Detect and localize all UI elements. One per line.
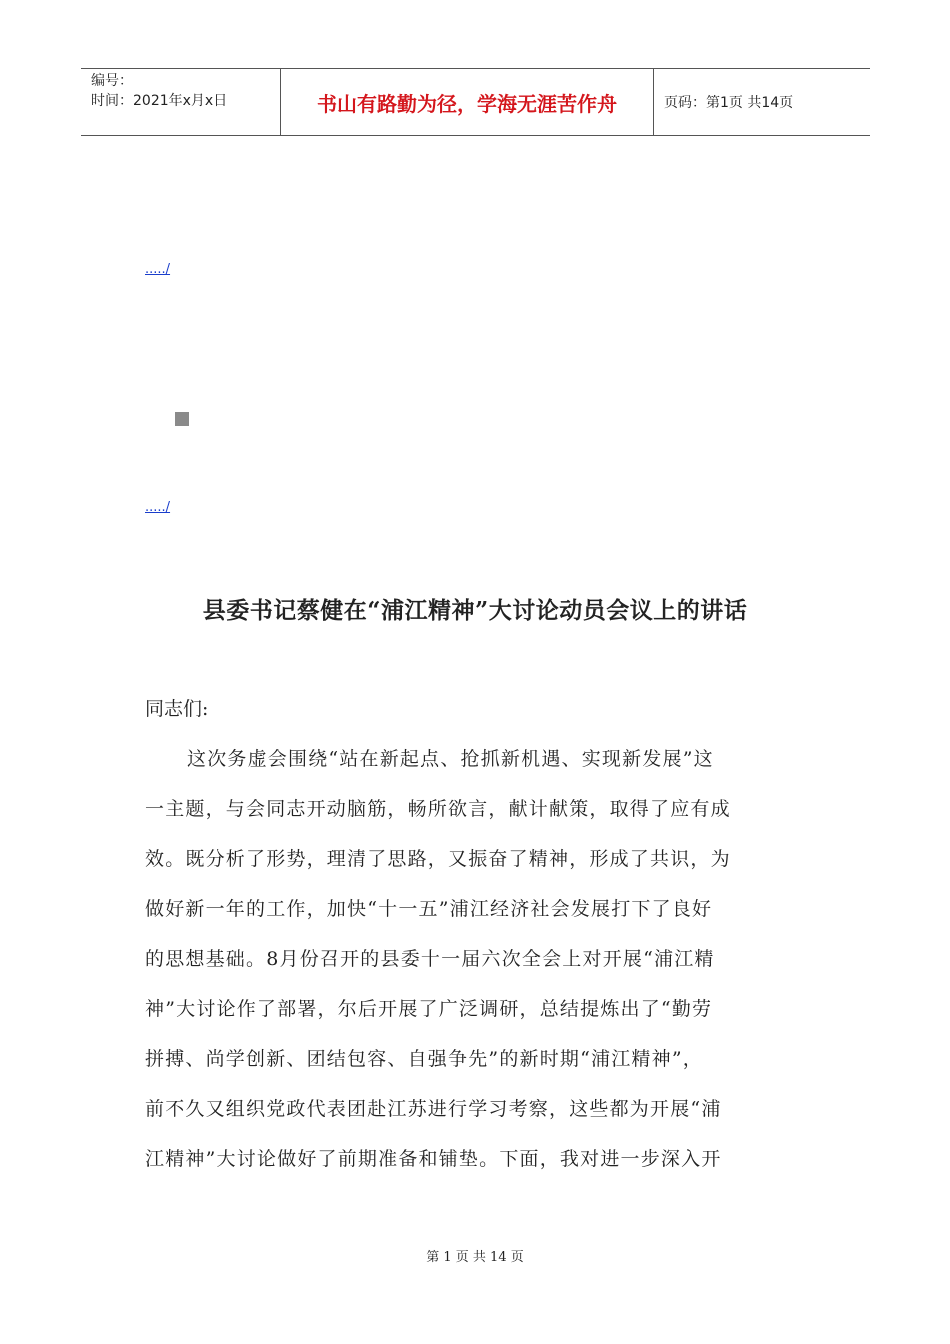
document-title: 县委书记蔡健在“浦江精神”大讨论动员会议上的讲话 <box>202 597 748 624</box>
body-line: 一主题，与会同志开动脑筋，畅所欲言，献计献策，取得了应有成 <box>145 798 731 820</box>
body-line: 做好新一年的工作，加快“十一五”浦江经济社会发展打下了良好 <box>145 898 713 920</box>
page-footer: 第 1 页 共 14 页 <box>426 1250 524 1265</box>
link-2[interactable]: ...../ <box>145 500 171 515</box>
body-line: 这次务虚会围绕“站在新起点、抢抓新机遇、实现新发展”这 <box>187 748 714 770</box>
body-line: 神”大讨论作了部署，尔后开展了广泛调研，总结提炼出了“勤劳 <box>145 998 713 1020</box>
header-motto-cell <box>281 69 654 135</box>
salutation: 同志们: <box>145 698 209 720</box>
page-header <box>81 68 870 136</box>
link-1[interactable]: ...../ <box>145 262 171 277</box>
time-label: 时间：2021年x月x日 <box>91 93 228 109</box>
image-placeholder-icon <box>175 412 189 426</box>
body-line: 拼搏、尚学创新、团结包容、自强争先”的新时期“浦江精神”， <box>145 1048 703 1070</box>
motto-text: 书山有路勤为径，学海无涯苦作舟 <box>317 91 617 116</box>
body-line: 前不久又组织党政代表团赴江苏进行学习考察，这些都为开展“浦 <box>145 1098 722 1120</box>
body-line: 效。既分析了形势，理清了思路，又振奋了精神，形成了共识，为 <box>145 848 731 870</box>
body-line: 的思想基础。8月份召开的县委十一届六次全会上对开展“浦江精 <box>145 948 715 970</box>
header-meta <box>81 69 281 135</box>
page-info-text: 页码：第1页 共14页 <box>664 95 794 111</box>
header-page-info <box>654 69 870 135</box>
body-paragraph <box>145 734 795 1184</box>
body-line: 江精神”大讨论做好了前期准备和铺垫。下面，我对进一步深入开 <box>145 1148 722 1170</box>
number-label: 编号： <box>91 73 133 89</box>
